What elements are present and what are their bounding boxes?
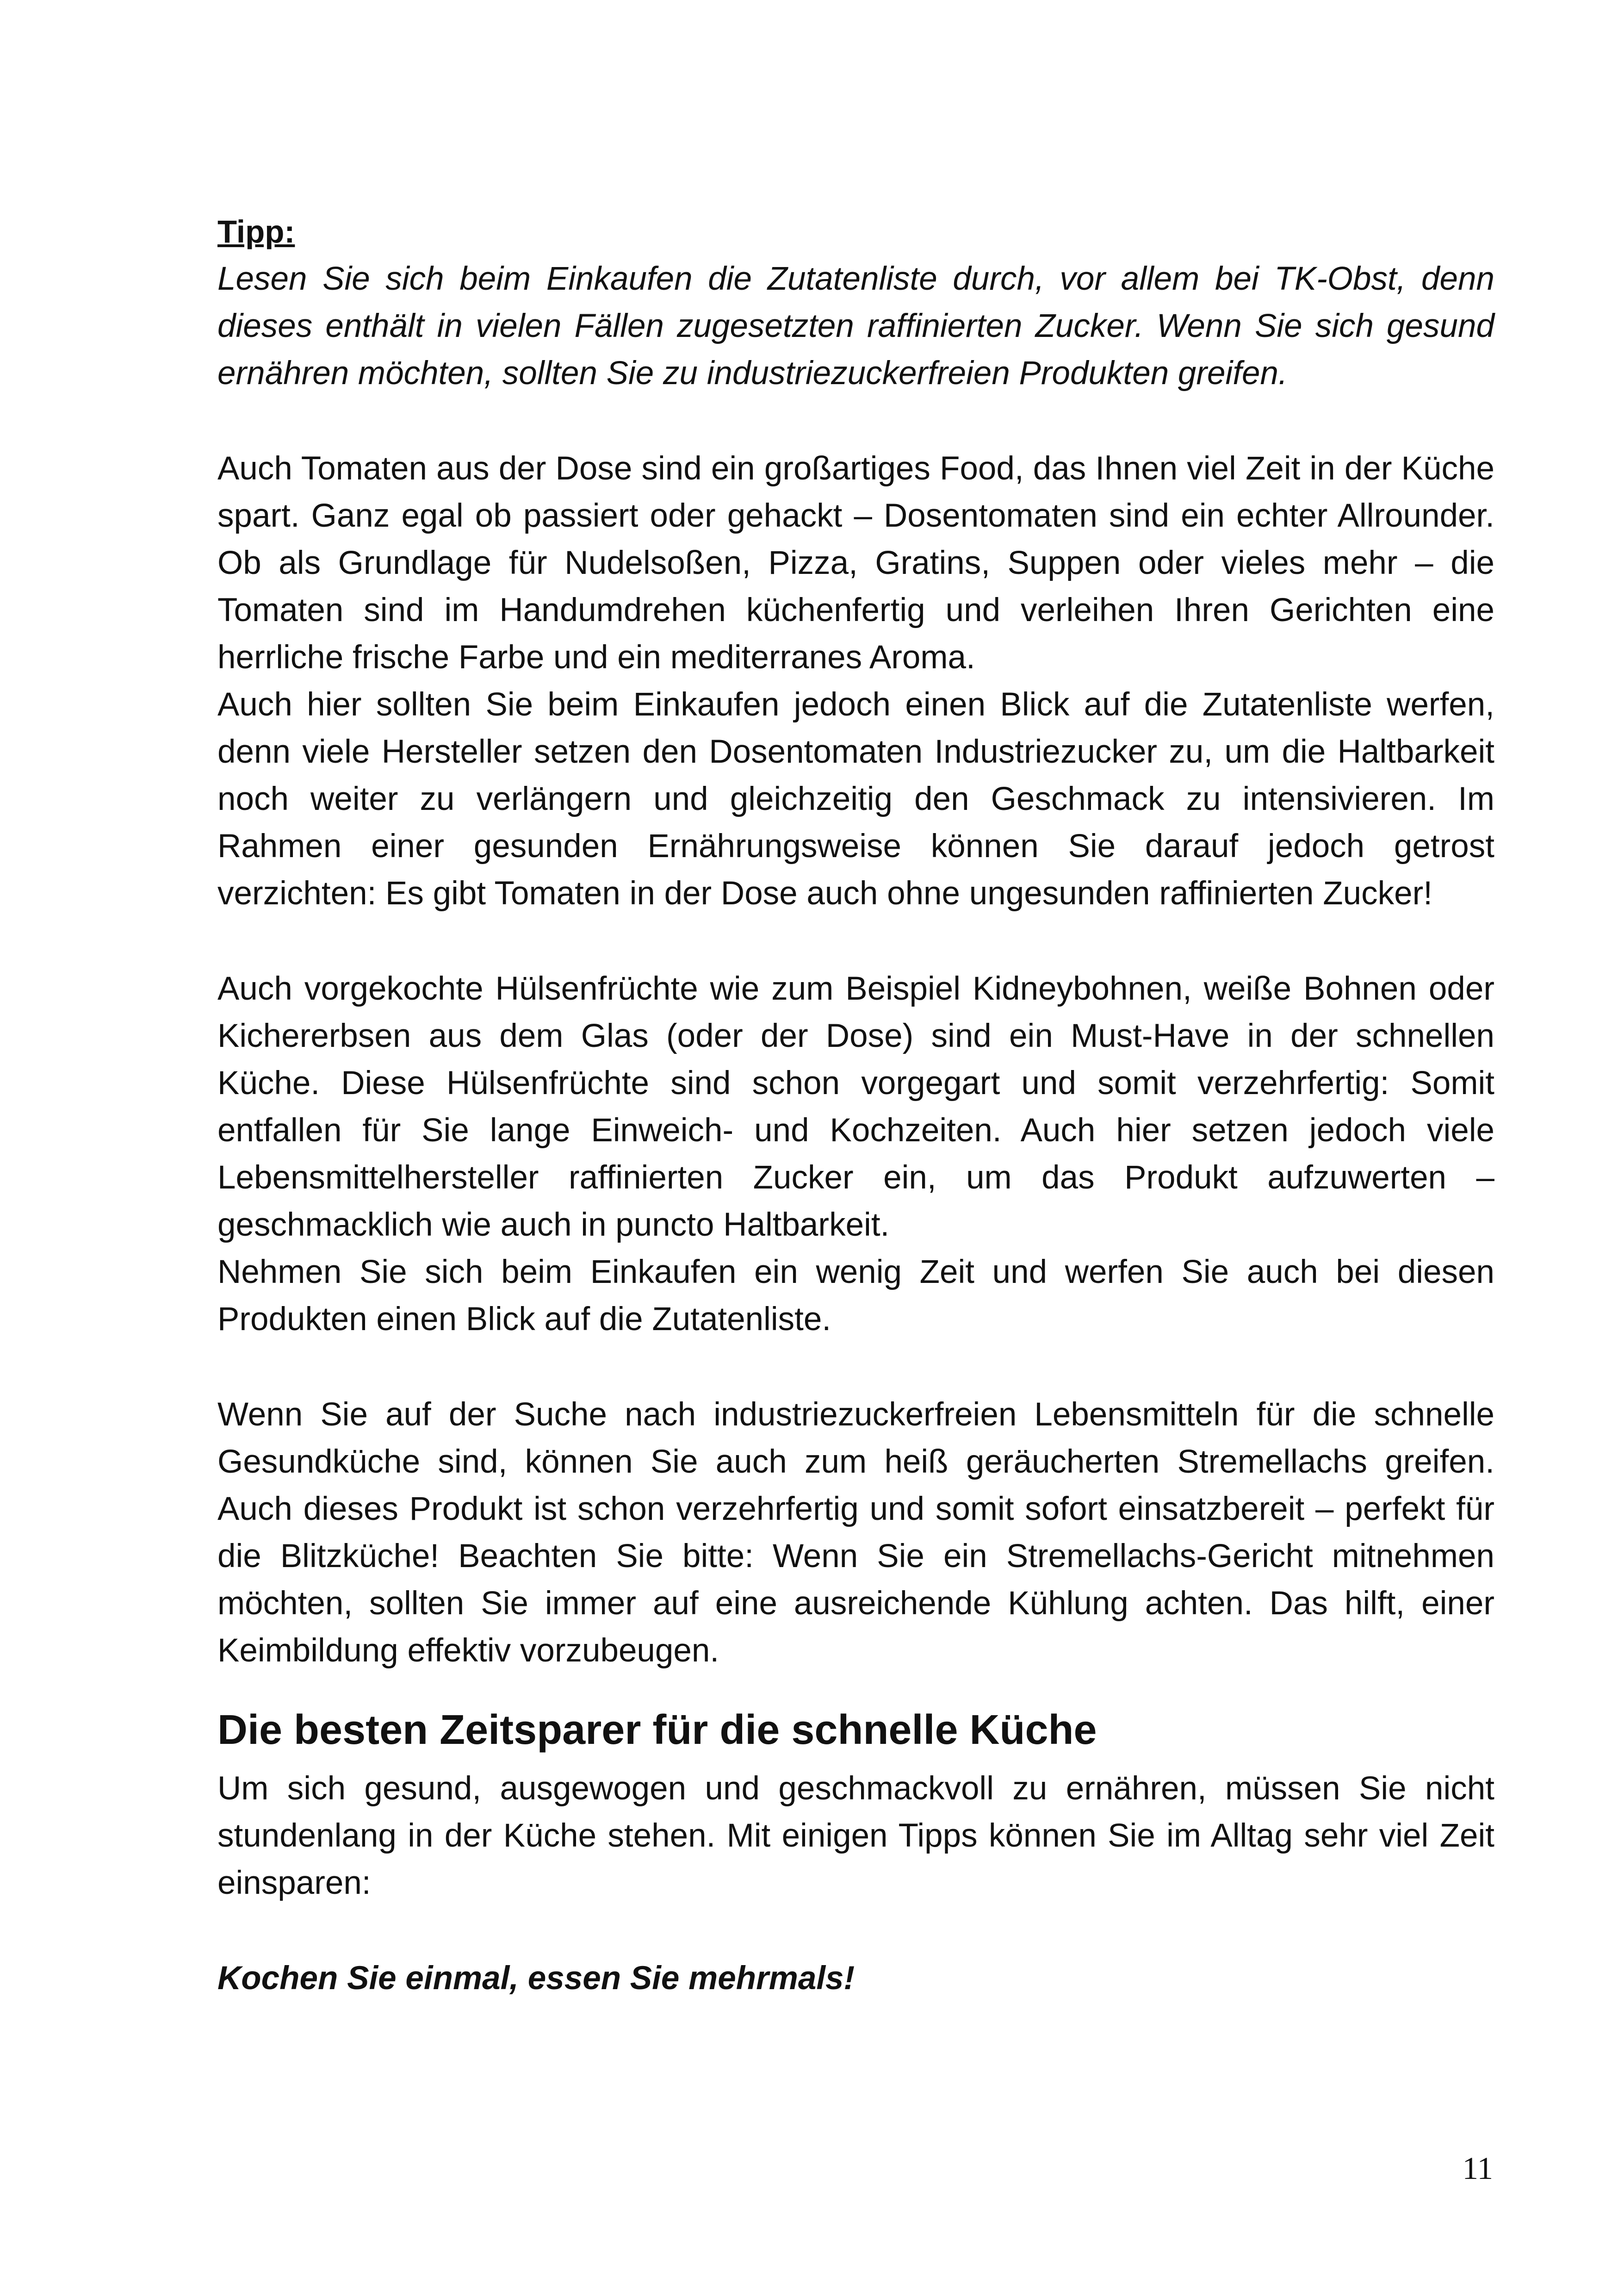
paragraph-gap [217,1343,1494,1391]
section-heading: Die besten Zeitsparer für die schnelle Küche [217,1707,1097,1753]
page-content [217,208,1494,2002]
tip-text: Lesen Sie sich beim Einkaufen die Zutatenliste durch, vor allem bei TK-Obst, denn dieses enthält in vielen Fällen zugesetzten raffinierten Zucker. Wenn Sie sich gesund ernähren möchten, sollten Sie zu industriezuckerfreien Produkten greifen. [217,261,1494,392]
tip-label: Tipp: [217,214,295,249]
paragraph-canned-tomatoes: Auch Tomaten aus der Dose sind ein großartiges Food, das Ihnen viel Zeit in der Küche spart. Ganz egal ob passiert oder gehackt – Dosentomaten sind ein echter Allrounder. Ob als Grundlage für Nudelsoßen, Pizza, Gratins, Suppen oder vieles mehr – die Tomaten sind im Handumdrehen küchenfertig und verleihen Ihren Gerichten eine herrliche frische Farbe und ein mediterranes Aroma. [217,450,1494,676]
paragraph-salmon: Wenn Sie auf der Suche nach industriezuckerfreien Lebensmitteln für die schnelle Gesundküche sind, können Sie auch zum heiß geräucherten Stremellachs greifen. Auch dieses Produkt ist schon verzehrfertig und somit sofort einsatzbereit – perfekt für die Blitzküche! Beachten Sie bitte: Wenn Sie ein Stremellachs-Gericht mitnehmen möchten, sollten Sie immer auf eine ausreichende Kühlung achten. Das hilft, einer Keimbildung effektiv vorzubeugen. [217,1396,1494,1669]
page-number: 11 [1462,2151,1493,2186]
paragraph-legumes-ingredients: Nehmen Sie sich beim Einkaufen ein wenig Zeit und werfen Sie auch bei diesen Produkten einen Blick auf die Zutatenliste. [217,1254,1494,1338]
paragraph-tomatoes-sugar: Auch hier sollten Sie beim Einkaufen jedoch einen Blick auf die Zutatenliste werfen, denn viele Hersteller setzen den Dosentomaten Industriezucker zu, um die Haltbarkeit noch weiter zu verlängern und gleichzeitig den Geschmack zu intensivieren. Im Rahmen einer gesunden Ernährungsweise können Sie darauf jedoch getrost verzichten: Es gibt Tomaten in der Dose auch ohne ungesunden raffinierten Zucker! [217,686,1494,912]
section-intro: Um sich gesund, ausgewogen und geschmackvoll zu ernähren, müssen Sie nicht stundenlang in der Küche stehen. Mit einigen Tipps können Sie im Alltag sehr viel Zeit einsparen: [217,1770,1494,1901]
section-subheading: Kochen Sie einmal, essen Sie mehrmals! [217,1960,855,1997]
paragraph-gap [217,917,1494,965]
paragraph-legumes: Auch vorgekochte Hülsenfrüchte wie zum Beispiel Kidneybohnen, weiße Bohnen oder Kichererbsen aus dem Glas (oder der Dose) sind ein Must-Have in der schnellen Küche. Diese Hülsenfrüchte sind schon vorgegart und somit verzehrfertig: Somit entfallen für Sie lange Einweich- und Kochzeiten. Auch hier setzen jedoch viele Lebensmittelhersteller raffinierten Zucker ein, um das Produkt aufzuwerten – geschmacklich wie auch in puncto Haltbarkeit. [217,971,1494,1243]
